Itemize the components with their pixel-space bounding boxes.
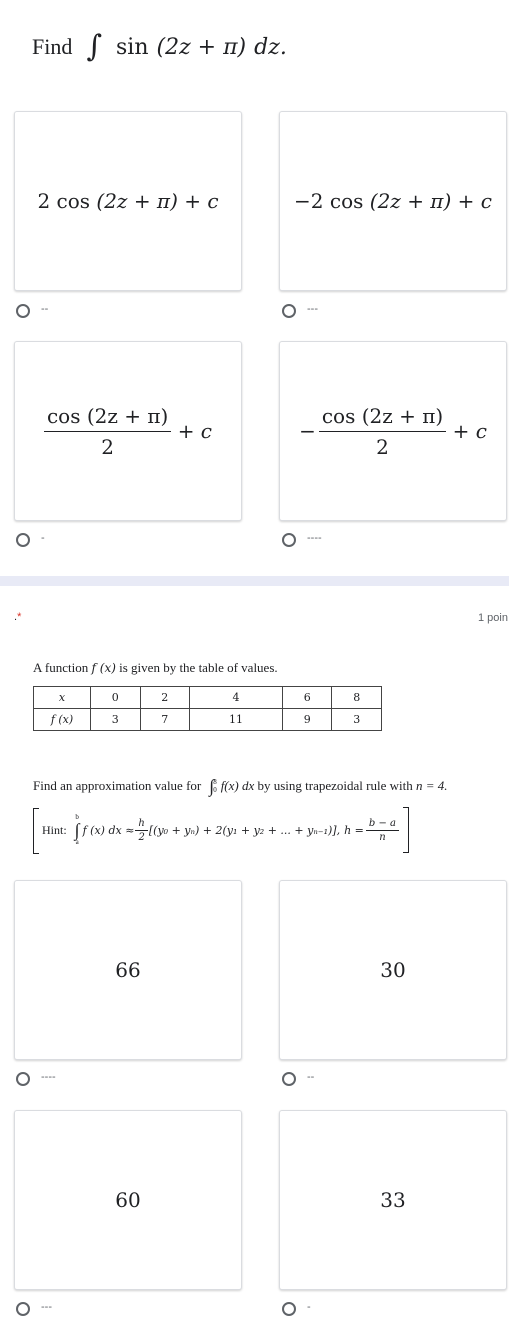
q2-option-2-label: -- [307,1071,315,1083]
q2-option-3-radio[interactable] [16,1302,30,1316]
q1-option-1-tail: + c [184,189,219,213]
q2-option-2-radio[interactable] [282,1072,296,1086]
q1-option-2-label: --- [307,303,318,315]
table-cell: 8 [332,687,382,709]
q2-option-4-value: 33 [380,1188,406,1212]
q2-intro-fx: f (x) [91,661,116,675]
table-cell: 7 [140,709,190,731]
q1-option-4-fraction [319,404,446,459]
q2-prompt-a: Find an approximation value for [33,778,202,793]
q2-prompt [33,777,448,795]
q2-required-marker [14,611,21,623]
integrand-differential: dz. [254,34,287,60]
q2-points: 1 poin [478,612,508,624]
q1-option-4-denominator: 2 [376,434,389,459]
q2-integral-limits [213,778,217,794]
q1-option-3-denominator: 2 [101,434,115,459]
q2-prefix: . [14,611,18,623]
q2-option-4-radio[interactable] [282,1302,296,1316]
table-header-x: x [34,687,91,709]
q1-option-3-fraction [44,404,171,459]
hint-integral [75,814,80,846]
q2-intro-b: is given by the table of values. [119,660,278,675]
hint-h: h = [344,823,364,837]
q1-option-1-arg: (2z + π) [96,189,178,213]
q2-option-4-label: - [307,1301,311,1313]
table-cell: 9 [282,709,332,731]
hint-bracket-right [403,807,409,853]
q2-option-1-value: 66 [115,958,141,982]
hint-integral-upper: b [75,813,79,821]
q1-option-3-radio[interactable] [16,533,30,547]
q2-intro [33,660,278,676]
hint-lhs: f (x) dx ≈ [82,823,135,837]
table-cell: 3 [332,709,382,731]
q2-integral-sign: ∫ [209,776,215,796]
q1-option-card-3[interactable] [14,341,242,521]
hint-step-fraction [366,818,399,843]
question-divider [0,576,509,586]
q2-option-card-2[interactable] [279,880,507,1060]
q1-option-4-label: ---- [307,532,322,544]
hint-h-over-2 [135,818,147,843]
q1-option-4-radio[interactable] [282,533,296,547]
q1-option-card-2[interactable] [279,111,507,291]
q2-option-2-value: 30 [380,958,406,982]
hint-ba-num: b − a [366,818,399,831]
q1-option-1-radio[interactable] [16,304,30,318]
hint-rhs: [(y₀ + yₙ) + 2(y₁ + y₂ + ... + yₙ₋₁)], [148,823,341,837]
integral-sign: ∫ [86,29,102,64]
integrand-function: sin [116,34,149,60]
q1-option-card-1[interactable] [14,111,242,291]
table-cell: 4 [190,687,283,709]
q2-hint [33,808,409,852]
q2-option-3-value: 60 [115,1188,141,1212]
hint-integral-lower: a [75,838,79,846]
table-cell: 0 [91,687,141,709]
q2-option-1-radio[interactable] [16,1072,30,1086]
q2-option-card-4[interactable] [279,1110,507,1290]
q2-integral-lower: 0 [213,786,217,794]
q1-option-2-tail: + c [457,189,492,213]
q1-option-4-sign: − [299,419,316,443]
q1-option-3-label: - [41,532,45,544]
table-row-x [34,687,382,709]
table-cell: 2 [140,687,190,709]
q1-option-3-numerator: cos (2z + π) [44,404,171,432]
hint-bracket-left [33,808,39,854]
table-cell: 6 [282,687,332,709]
q1-option-2-radio[interactable] [282,304,296,318]
table-cell: 11 [190,709,283,731]
q1-option-4-tail: + c [452,419,487,443]
q2-option-3-label: --- [41,1301,52,1313]
q1-option-4-numerator: cos (2z + π) [319,404,446,432]
hint-h-den: 2 [138,831,145,843]
question-1-title [32,29,287,64]
required-asterisk: * [17,611,22,623]
table-cell: 3 [91,709,141,731]
q1-option-card-4[interactable] [279,341,507,521]
find-label: Find [32,34,73,59]
integrand-argument: (2z + π) [156,34,247,60]
values-table [33,686,382,731]
q2-intro-a: A function [33,660,89,675]
q1-option-2-arg: (2z + π) [369,189,452,213]
q1-option-3-tail: + c [177,419,213,443]
q2-integral [209,777,216,795]
q1-option-2-coef: −2 cos [294,189,364,213]
q2-option-card-3[interactable] [14,1110,242,1290]
hint-h-num: h [135,818,147,831]
hint-integral-sign: ∫ [74,820,80,840]
q1-option-1-coef: 2 cos [37,189,91,213]
q2-integral-upper: 8 [213,778,217,786]
q2-integral-body: f(x) dx [220,778,255,793]
table-header-fx: f (x) [34,709,91,731]
q2-prompt-b: by using trapezoidal rule with [257,778,413,793]
q1-option-1-label: -- [41,303,49,315]
hint-label: Hint: [42,822,67,837]
hint-ba-den: n [379,831,386,843]
q2-option-1-label: ---- [41,1071,56,1083]
q2-n-value: n = 4. [416,778,448,793]
q2-option-card-1[interactable] [14,880,242,1060]
table-row-fx [34,709,382,731]
